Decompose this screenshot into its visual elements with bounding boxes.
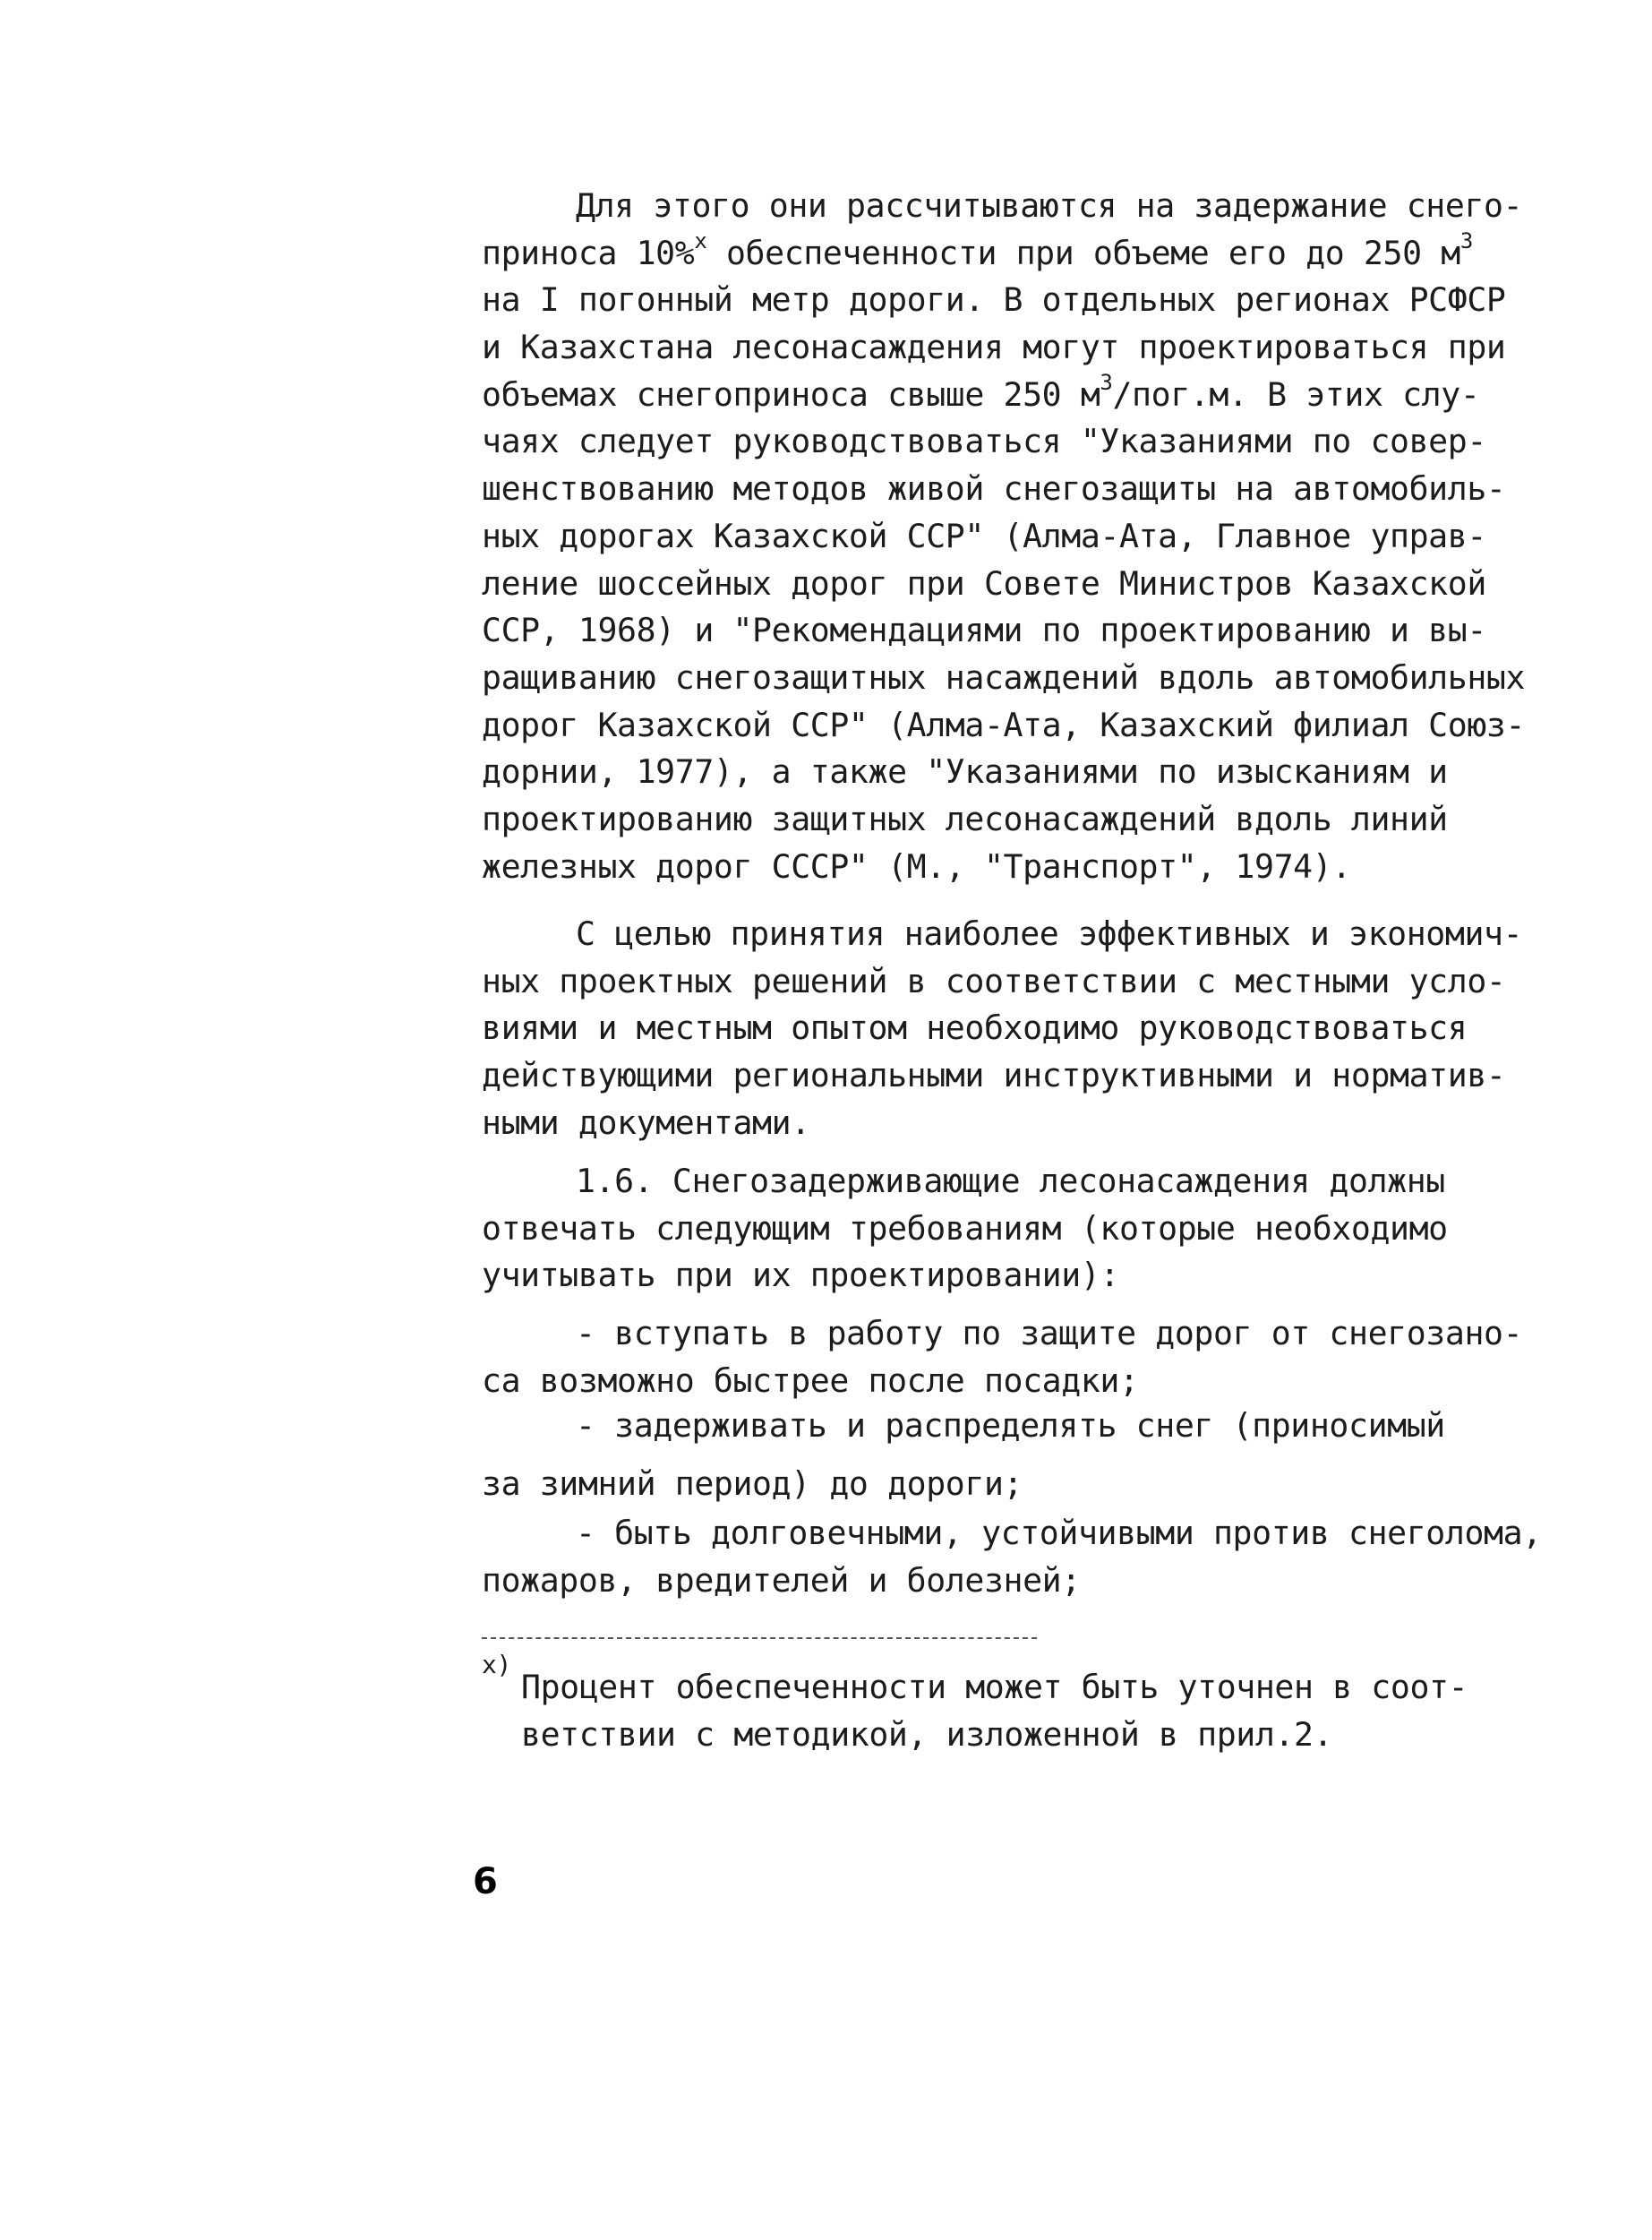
text-line: Процент обеспеченности может быть уточнен в соот- (521, 1668, 1468, 1706)
text-line: приноса 10%$^x$ обеспеченности при объеме его до 250 $м^3$ (482, 227, 1473, 272)
text-line: - быть долговечными, устойчивыми против снеголома, (576, 1514, 1542, 1552)
text-line: ление шоссейных дорог при Совете Министров Казахской (482, 563, 1486, 603)
text-line: - вступать в работу по защите дорог от снегозано- (576, 1314, 1523, 1352)
text-line: за зимний период) до дороги; (482, 1463, 1023, 1503)
text-line: пожаров, вредителей и болезней; (482, 1560, 1081, 1600)
text-line: ветствии с методикой, изложенной в прил.2. (521, 1714, 1333, 1754)
text-line: чаях следует руководствоваться "Указаниями по совер- (482, 422, 1486, 461)
footnote-marker: x) (482, 1650, 511, 1679)
footnote-divider (482, 1637, 1037, 1639)
superscript-cubed: 3 (1459, 227, 1473, 253)
paragraph-section-1-6 (482, 1158, 1556, 1300)
footnote-reference: x (694, 227, 707, 253)
list-item (482, 1310, 1556, 1404)
text-line: виями и местным опытом необходимо руководствоваться (482, 1008, 1468, 1048)
text-line: на I погонный метр дороги. В отдельных регионах РСФСР (482, 280, 1506, 320)
list-item (482, 1403, 1556, 1507)
text-line: ных проектных решений в соответствии с местными усло- (482, 961, 1506, 1000)
text-line: шенствованию методов живой снегозащиты на автомобиль- (482, 469, 1506, 509)
text-line: ными документами. (482, 1103, 810, 1142)
page-number: 6 (473, 1861, 498, 1902)
text-line: дорнии, 1977), а также "Указаниями по изысканиям и (482, 752, 1448, 792)
text-line: проектированию защитных лесонасаждений вдоль линий (482, 799, 1448, 838)
paragraph-regional-documents (482, 911, 1556, 1146)
text-line: объемах снегоприноса свыше 250 $м^3/пог.м$. В этих слу- (482, 369, 1480, 414)
text-line: - задерживать и распределять снег (приносимый (576, 1406, 1445, 1445)
list-item (482, 1510, 1556, 1604)
text-line: са возможно быстрее после посадки; (482, 1360, 1139, 1400)
superscript-cubed: 3 (1100, 369, 1113, 395)
text-line: железных дорог СССР" (М., "Транспорт", 1974). (482, 846, 1351, 886)
text-line: и Казахстана лесонасаждения могут проектироваться при (482, 328, 1506, 367)
text-line: действующими региональными инструктивными и норматив- (482, 1056, 1506, 1095)
text-line: учитывать при их проектировании): (482, 1256, 1119, 1295)
text-line: дорог Казахской ССР" (Алма-Ата, Казахский филиал Союз- (482, 705, 1526, 744)
paragraph-snow-retention-calculation (482, 183, 1556, 890)
text-line: ращиванию снегозащитных насаждений вдоль автомобильных (482, 657, 1526, 697)
text-line: С целью принятия наиболее эффективных и экономич- (576, 914, 1523, 953)
text-line: ССР, 1968) и "Рекомендациями по проектированию и вы- (482, 611, 1486, 650)
text-line: ных дорогах Казахской ССР" (Алма-Ата, Главное управ- (482, 516, 1486, 555)
text-line: Для этого они рассчитываются на задержание снего- (576, 186, 1523, 225)
text-line: 1.6. Снегозадерживающие лесонасаждения должны (576, 1162, 1445, 1200)
footnote-text (521, 1664, 1468, 1758)
text-line: отвечать следующим требованиям (которые необходимо (482, 1208, 1448, 1248)
